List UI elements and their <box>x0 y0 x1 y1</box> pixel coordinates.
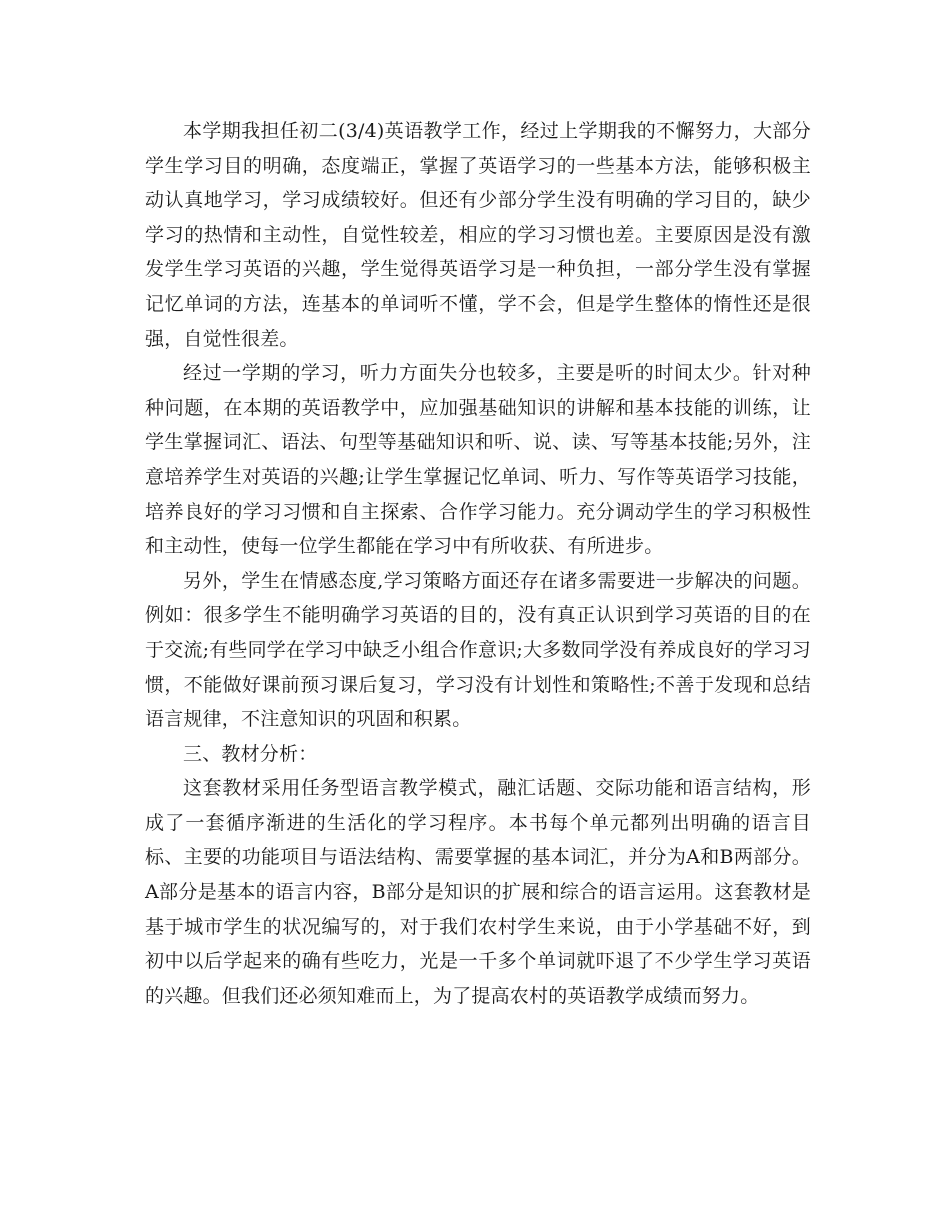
paragraph-listening-and-skills: 经过一学期的学习，听力方面失分也较多，主要是听的时间太少。针对种种问题，在本期的英语教学中，应加强基础知识的讲解和基本技能的训练，让学生掌握词汇、语法、句型等基础知识和听、说、读、写等基本技能;另外，注意培养学生对英语的兴趣;让学生掌握记忆单词、听力、写作等英语学习技能，培养良好的学习习惯和自主探索、合作学习能力。充分调动学生的学习积极性和主动性，使每一位学生都能在学习中有所收获、有所进步。 <box>145 362 811 558</box>
paragraph-student-situation: 本学期我担任初二(3/4)英语教学工作，经过上学期我的不懈努力，大部分学生学习目的明确，态度端正，掌握了英语学习的一些基本方法，能够积极主动认真地学习，学习成绩较好。但还有少部分学生没有明确的学习目的，缺少学习的热情和主动性，自觉性较差，相应的学习习惯也差。主要原因是没有激发学生学习英语的兴趣，学生觉得英语学习是一种负担，一部分学生没有掌握记忆单词的方法，连基本的单词听不懂，学不会，但是学生整体的惰性还是很强，自觉性很差。 <box>145 120 811 350</box>
document-body <box>145 114 811 1013</box>
section-heading-textbook-analysis: 三、教材分析： <box>183 742 318 765</box>
paragraph-textbook-analysis: 这套教材采用任务型语言教学模式，融汇话题、交际功能和语言结构，形成了一套循序渐进的生活化的学习程序。本书每个单元都列出明确的语言目标、主要的功能项目与语法结构、需要掌握的基本词汇，并分为A和B两部分。A部分是基本的语言内容，B部分是知识的扩展和综合的语言运用。这套教材是基于城市学生的状况编写的，对于我们农村学生来说，由于小学基础不好，到初中以后学起来的确有些吃力，光是一千多个单词就吓退了不少学生学习英语的兴趣。但我们还必须知难而上，为了提高农村的英语教学成绩而努力。 <box>145 777 811 1007</box>
paragraph-learning-strategy: 另外，学生在情感态度,学习策略方面还存在诸多需要进一步解决的问题。例如：很多学生不能明确学习英语的目的，没有真正认识到学习英语的目的在于交流;有些同学在学习中缺乏小组合作意识;大多数同学没有养成良好的学习习惯，不能做好课前预习课后复习，学习没有计划性和策略性;不善于发现和总结语言规律，不注意知识的巩固和积累。 <box>145 569 812 731</box>
